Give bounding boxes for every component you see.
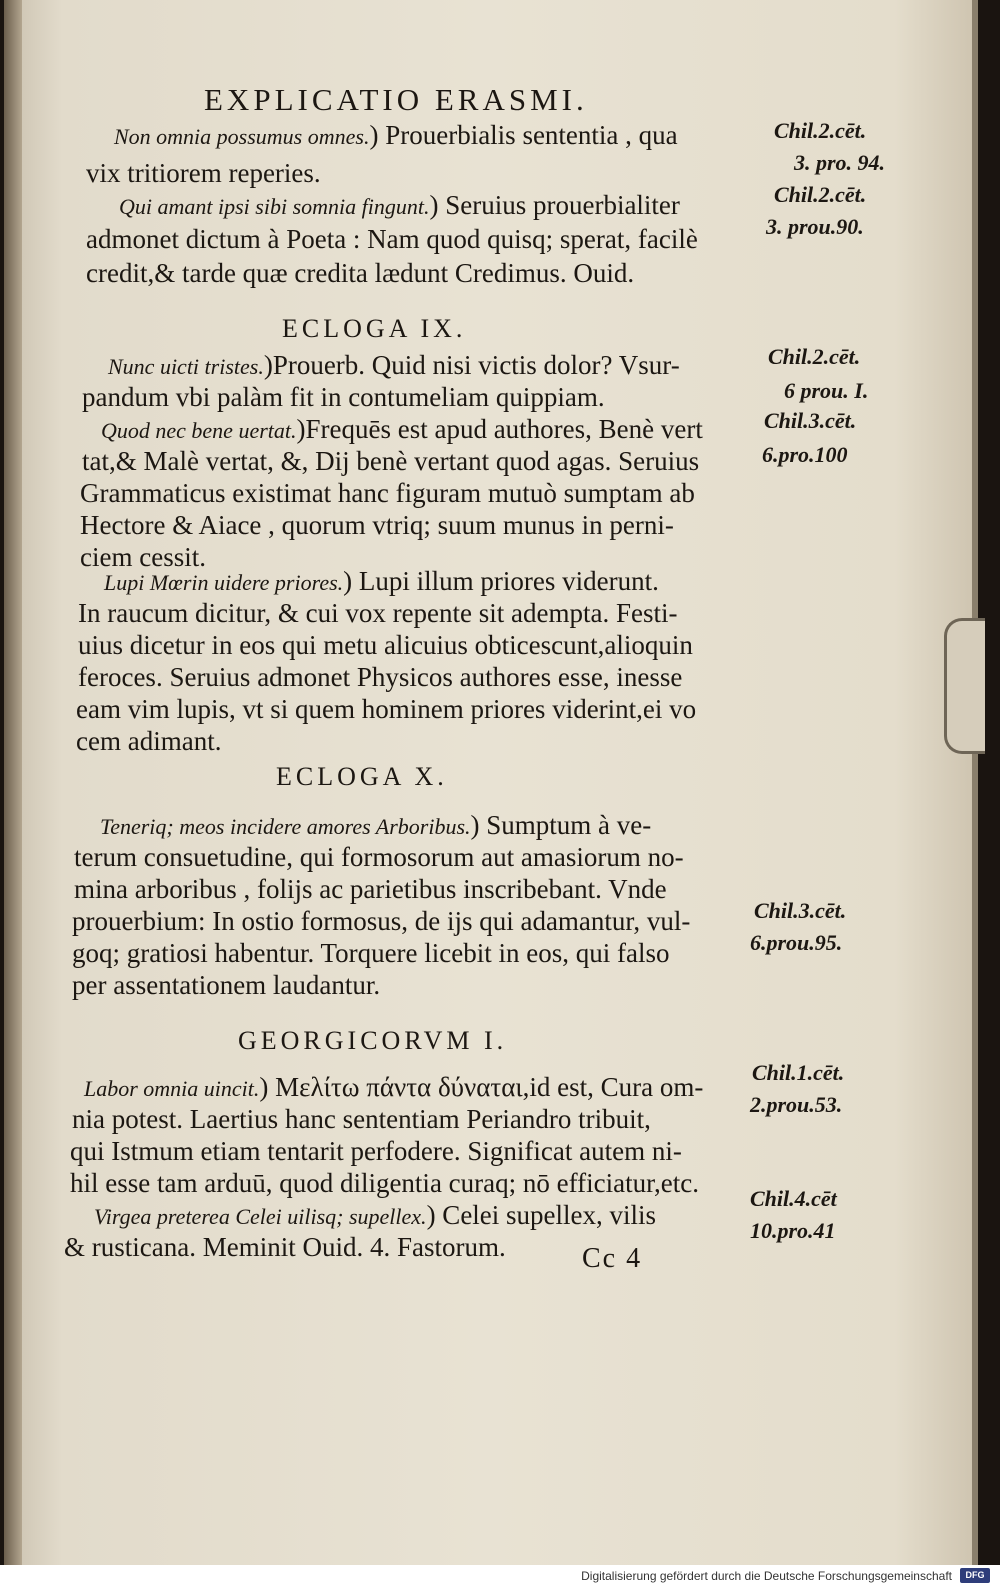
commentary-text: )Frequēs est apud authores, Benè vert <box>296 414 703 444</box>
commentary-text: admonet dictum à Poeta : Nam quod quisq; sperat, facilè <box>86 224 698 254</box>
lemma-text: Teneriq; meos incidere amores Arboribus. <box>100 814 471 839</box>
commentary-text: ) Prouerbialis sententia , qua <box>369 120 678 150</box>
text-line <box>80 478 695 508</box>
book-page <box>4 0 978 1565</box>
commentary-text: hil esse tam arduū, quod diligentia curaq; nō efficiatur,etc. <box>70 1168 699 1198</box>
text-line <box>80 510 674 540</box>
text-line <box>76 726 221 756</box>
lemma-text: Non omnia possumus omnes. <box>114 124 370 149</box>
page-clip <box>944 618 985 754</box>
marginal-note: 6.pro.100 <box>762 442 848 467</box>
commentary-text: mina arboribus , folijs ac parietibus inscribebant. Vnde <box>74 874 667 904</box>
section-heading: GEORGICORVM I. <box>238 1026 508 1055</box>
lemma-text: Lupi Mœrin uidere priores. <box>104 570 344 595</box>
marginal-note: 2.prou.53. <box>750 1092 843 1117</box>
commentary-text: ) Μελίτω πάντα δύναται,id est, Cura om- <box>259 1072 704 1102</box>
text-line <box>64 1232 506 1262</box>
marginal-note: Chil.1.cēt. <box>752 1060 845 1085</box>
footer-credit: Digitalisierung gefördert durch die Deutsche Forschungsgemeinschaft <box>581 1569 952 1583</box>
commentary-text: In raucum dicitur, & cui vox repente sit adempta. Festi- <box>78 598 678 628</box>
text-line <box>76 694 696 724</box>
commentary-text: terum consuetudine, qui formosorum aut amasiorum no- <box>74 842 684 872</box>
text-line <box>114 120 678 152</box>
marginal-note: 3. prou.90. <box>766 214 864 239</box>
marginal-note: Chil.2.cēt. <box>774 182 867 207</box>
commentary-text: Hectore & Aiace , quorum vtriq; suum munus in perni- <box>80 510 674 540</box>
text-line <box>82 446 699 476</box>
lemma-text: Qui amant ipsi sibi somnia fingunt. <box>119 194 430 219</box>
commentary-text: qui Istmum etiam tentarit perfodere. Significat autem ni- <box>70 1136 682 1166</box>
text-line <box>104 566 659 598</box>
text-line <box>82 382 605 412</box>
lemma-text: Labor omnia uincit. <box>84 1076 260 1101</box>
text-line <box>78 630 693 660</box>
commentary-text: pandum vbi palàm fit in contumeliam quippiam. <box>82 382 605 412</box>
commentary-text: tat,& Malè vertat, &, Dij benè vertant quod agas. Seruius <box>82 446 700 476</box>
text-line <box>70 1168 699 1198</box>
commentary-text: cem adimant. <box>76 726 222 756</box>
commentary-text: ) Seruius prouerbialiter <box>429 190 680 220</box>
commentary-text: uius dicetur in eos qui metu alicuius obticescunt,alioquin <box>78 630 693 660</box>
marginal-note: Chil.2.cēt. <box>774 118 867 143</box>
marginal-note: Chil.2.cēt. <box>768 344 861 369</box>
commentary-text: ) Lupi illum priores viderunt. <box>343 566 659 596</box>
text-line <box>94 1200 656 1232</box>
text-line <box>84 1072 703 1104</box>
text-line <box>72 1104 651 1134</box>
text-line <box>86 158 321 188</box>
text-line <box>100 810 651 842</box>
text-line <box>74 874 667 904</box>
commentary-text: credit,& tarde quæ credita lædunt Credimus. Ouid. <box>86 258 635 288</box>
text-line <box>119 190 680 222</box>
commentary-text: nia potest. Laertius hanc sententiam Periandro tribuit, <box>72 1104 651 1134</box>
text-line <box>108 350 680 382</box>
marginal-note: Chil.4.cēt <box>750 1186 837 1211</box>
footer-bar <box>0 1565 1000 1588</box>
commentary-text: ) Sumptum à ve- <box>470 810 652 840</box>
lemma-text: Quod nec bene uertat. <box>101 418 297 443</box>
commentary-text: goq; gratiosi habentur. Torquere licebit in eos, qui falso <box>72 938 670 968</box>
lemma-text: Virgea preterea Celei uilisq; supellex. <box>94 1204 427 1229</box>
commentary-text: vix tritiorem reperies. <box>86 158 321 188</box>
marginal-note: Chil.3.cēt. <box>764 408 857 433</box>
commentary-text: ciem cessit. <box>80 542 206 572</box>
commentary-text: per assentationem laudantur. <box>72 970 381 1000</box>
commentary-text: ) Celei supellex, vilis <box>426 1200 657 1230</box>
commentary-text: prouerbium: In ostio formosus, de ijs qui adamantur, vul- <box>72 906 691 936</box>
text-line <box>86 224 698 254</box>
commentary-text: Grammaticus existimat hanc figuram mutuò sumptam ab <box>80 478 695 508</box>
marginal-note: 6 prou. I. <box>784 378 869 403</box>
signature-mark: Cc 4 <box>582 1243 643 1274</box>
text-line <box>72 906 690 936</box>
text-line <box>86 258 634 288</box>
text-line <box>74 842 684 872</box>
text-line <box>72 938 669 968</box>
marginal-note: Chil.3.cēt. <box>754 898 847 923</box>
marginal-note: 10.pro.41 <box>750 1218 836 1243</box>
text-line <box>101 414 703 446</box>
commentary-text: )Prouerb. Quid nisi victis dolor? Vsur- <box>263 350 680 380</box>
commentary-text: feroces. Seruius admonet Physicos authores esse, inesse <box>78 662 683 692</box>
dfg-logo: DFG <box>960 1568 990 1583</box>
page-title: EXPLICATIO ERASMI. <box>204 82 588 117</box>
commentary-text: eam vim lupis, vt si quem hominem priores viderint,ei vo <box>76 694 697 724</box>
text-line <box>70 1136 682 1166</box>
page-edge <box>4 0 22 1565</box>
marginal-note: 3. pro. 94. <box>794 150 886 175</box>
lemma-text: Nunc uicti tristes. <box>108 354 264 379</box>
commentary-text: & rusticana. Meminit Ouid. 4. Fastorum. <box>64 1232 506 1262</box>
text-line <box>72 970 380 1000</box>
section-heading: ECLOGA IX. <box>282 314 467 343</box>
section-heading: ECLOGA X. <box>276 762 448 791</box>
marginal-note: 6.prou.95. <box>750 930 843 955</box>
text-line <box>78 598 678 628</box>
text-line <box>78 662 682 692</box>
